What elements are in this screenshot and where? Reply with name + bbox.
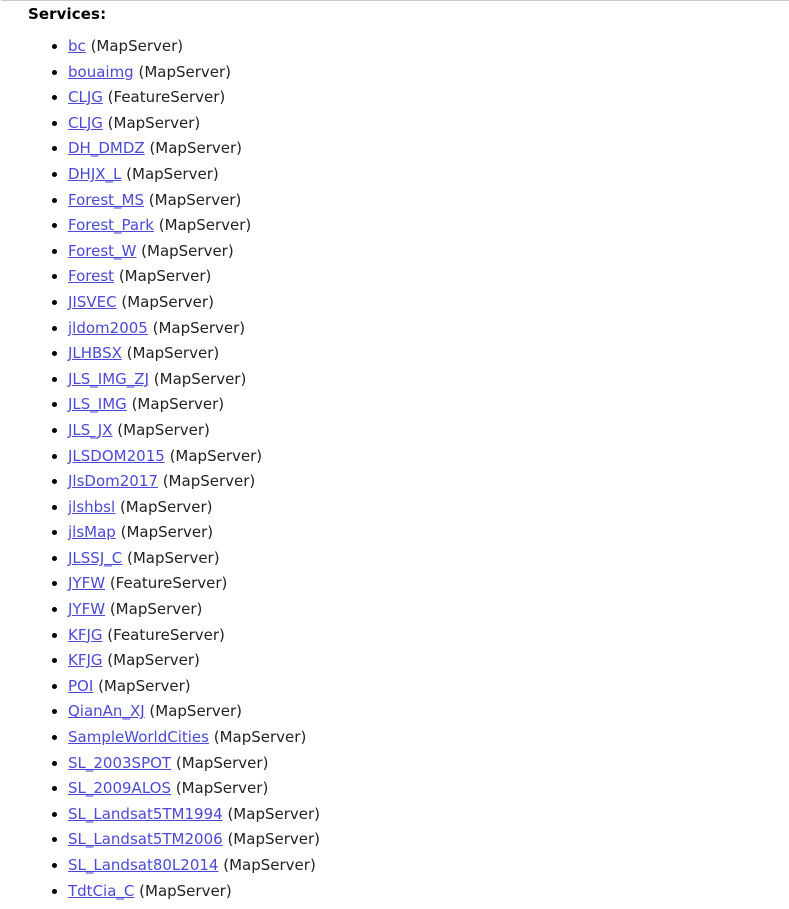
service-link[interactable]: jlshbsl [68,497,116,516]
service-link[interactable]: SL_2009ALOS [68,779,171,798]
list-item [68,341,789,367]
list-item [68,469,789,495]
list-item [68,111,789,137]
list-item [68,853,789,879]
service-link[interactable]: bc [68,37,86,55]
service-link[interactable]: JLS_IMG [68,395,127,414]
service-type-label: (MapServer) [175,753,269,772]
service-type-label: (MapServer) [126,164,219,183]
top-divider [0,0,789,1]
list-item [68,699,789,725]
list-item [68,213,789,239]
service-link[interactable]: JLS_JX [68,420,113,439]
list-item [68,674,789,700]
service-type-label: (MapServer) [117,420,210,439]
list-item [68,367,789,393]
list-item [68,827,789,853]
list-item [68,520,789,546]
service-link[interactable]: SL_2003SPOT [68,753,172,772]
service-link[interactable]: KFJG [68,651,103,670]
service-link[interactable]: JYFW [68,600,106,619]
service-link[interactable]: SL_Landsat5TM2006 [68,830,223,849]
list-item [68,60,789,86]
service-link[interactable]: TdtCia_C [68,881,135,900]
service-type-label: (MapServer) [131,395,225,414]
service-type-label: (MapServer) [107,651,200,670]
service-link[interactable]: CLJG [68,88,103,107]
service-link[interactable]: SL_Landsat80L2014 [68,856,219,874]
list-item [68,34,789,60]
service-type-label: (MapServer) [98,676,191,695]
list-item [68,776,789,802]
service-type-label: (MapServer) [162,472,256,491]
list-item [68,571,789,597]
list-item [68,495,789,521]
service-link[interactable]: Forest_MS [68,190,144,209]
service-link[interactable]: JLSSJ_C [68,548,123,567]
service-type-label: (MapServer) [169,446,263,465]
service-link[interactable]: DH_DMDZ [68,139,145,158]
list-item [68,879,789,905]
service-type-label: (MapServer) [90,37,184,55]
service-link[interactable]: QianAn_XJ [68,702,145,721]
service-type-label: (MapServer) [175,779,269,798]
service-link[interactable]: SL_Landsat5TM1994 [68,804,223,823]
service-link[interactable]: SampleWorldCities [68,728,209,747]
service-type-label: (MapServer) [141,241,234,260]
service-type-label: (MapServer) [120,523,214,542]
service-type-label: (MapServer) [109,600,203,619]
service-type-label: (MapServer) [138,62,232,81]
service-link[interactable]: bouaimg [68,62,134,81]
list-item [68,239,789,265]
service-type-label: (MapServer) [227,830,321,849]
service-type-label: (MapServer) [213,728,307,747]
list-item [68,136,789,162]
service-link[interactable]: JYFW [68,574,106,593]
service-link[interactable]: JlsDom2017 [68,472,158,491]
service-type-label: (MapServer) [149,702,242,721]
list-item [68,290,789,316]
list-item [68,316,789,342]
service-link[interactable]: DHJX_L [68,164,122,183]
service-type-label: (MapServer) [139,881,232,900]
service-type-label: (MapServer) [158,216,252,235]
list-item [68,648,789,674]
service-link[interactable]: Forest [68,267,115,286]
page-title: Services: [28,5,107,23]
service-type-label: (FeatureServer) [109,574,228,593]
list-item [68,546,789,572]
service-link[interactable]: KFJG [68,625,103,644]
list-item [68,444,789,470]
service-type-label: (MapServer) [119,497,213,516]
services-list [0,34,789,904]
service-type-label: (MapServer) [227,804,321,823]
service-link[interactable]: jlsMap [68,523,116,542]
list-item [68,188,789,214]
service-type-label: (MapServer) [148,190,242,209]
service-link[interactable]: CLJG [68,113,103,132]
list-item [68,264,789,290]
service-link[interactable]: JLS_IMG_ZJ [68,369,149,388]
service-type-label: (MapServer) [118,267,212,286]
service-link[interactable]: POI [68,676,94,695]
list-item [68,751,789,777]
left-divider [0,0,1,909]
list-item [68,418,789,444]
service-link[interactable]: JLSDOM2015 [68,446,165,465]
list-item [68,725,789,751]
list-item [68,802,789,828]
service-type-label: (MapServer) [107,113,201,132]
service-type-label: (MapServer) [223,856,316,874]
service-type-label: (FeatureServer) [107,88,226,107]
service-type-label: (MapServer) [127,548,220,567]
service-type-label: (MapServer) [121,292,214,311]
list-item [68,85,789,111]
list-item [68,162,789,188]
service-type-label: (MapServer) [126,344,220,363]
service-link[interactable]: Forest_W [68,241,137,260]
service-link[interactable]: Forest_Park [68,216,154,235]
list-item [68,623,789,649]
service-link[interactable]: JISVEC [68,292,117,311]
service-type-label: (MapServer) [152,318,246,337]
list-item [68,597,789,623]
service-type-label: (MapServer) [153,369,247,388]
service-type-label: (MapServer) [149,139,242,158]
list-item [68,392,789,418]
service-link[interactable]: JLHBSX [68,344,122,363]
service-type-label: (FeatureServer) [107,625,225,644]
service-link[interactable]: jldom2005 [68,318,148,337]
